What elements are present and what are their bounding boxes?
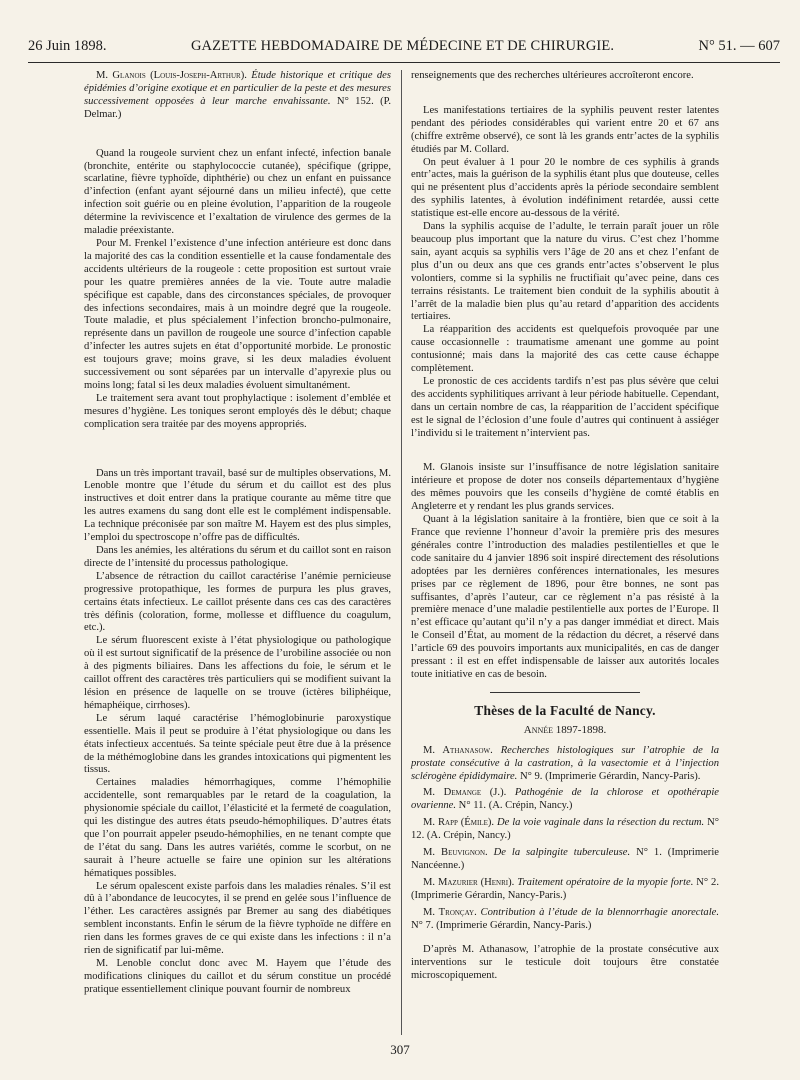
thesis-entry — [411, 787, 719, 813]
page-number: 307 — [390, 1042, 410, 1057]
paragraph: Le sérum fluorescent existe à l’état physiologique ou pathologique où il est surtout significatif de la présence de l’urobiline associée ou non à des pigments biliaires. Dans les affections du foie, le sérum et le caillot offrent des caractères très particuliers qui se modifient suivant la lésion en présence de laquelle on se trouve (ictères biliphéique, hémaphéique, cirrhoses). — [84, 635, 391, 711]
header-journal-title: GAZETTE HEBDOMADAIRE DE MÉDECINE ET DE CHIRURGIE. — [190, 38, 615, 54]
thesis-tail: N° 2. (Imprimerie Gérardin, Nancy-Paris.) — [411, 876, 719, 901]
thesis-entry — [411, 817, 719, 843]
header-date: 26 Juin 1898. — [28, 38, 107, 54]
thesis-entry — [411, 877, 719, 903]
paragraph: La réapparition des accidents est quelquefois provoquée par une cause occasionnelle : traumatisme amenant une gomme au point contusionné; mais dans la majorité des cas cette cause échappe complètement. — [411, 324, 719, 375]
paragraph: L’absence de rétraction du caillot caractérise l’anémie pernicieuse progressive protopathique, les formes de purpura les plus graves, certains états infectieux. Le caillot présente dans ces cas des caractères très définis (coloration, forme, mollesse et diffluence du coagulum, etc.). — [84, 570, 391, 634]
thesis-entry — [411, 907, 719, 933]
thesis-author: M. Mazurier (Henri). — [423, 876, 515, 888]
paragraph: M. Lenoble conclut donc avec M. Hayem que l’étude des modifications cliniques du caillot et du sérum constitue un procédé pratique essentiellement clinique pouvant fournir de nombreux — [84, 958, 391, 995]
thesis-title: De la salpingite tuberculeuse. — [493, 847, 631, 859]
section-divider — [490, 692, 640, 693]
thesis-tail: N° 11. (A. Crépin, Nancy.) — [458, 800, 573, 812]
section-title: Thèses de la Faculté de Nancy. — [474, 702, 656, 718]
thesis-title: Pathogénie de la chlorose et opothérapie ovarienne. — [411, 787, 719, 812]
header-issue-page: N° 51. — 607 — [698, 38, 780, 54]
paragraph: Dans les anémies, les altérations du sérum et du caillot sont en raison directe de l’intensité du processus pathologique. — [84, 545, 391, 569]
thesis-title: Traitement opératoire de la myopie forte. — [517, 876, 694, 888]
thesis-author: M. Tronçay. — [423, 906, 477, 918]
paragraph: Quant à la législation sanitaire à la frontière, bien que ce soit à la France que revienne l’honneur d’avoir la première pris des mesures générales contre l’introduction des maladies pestilentielles et que le code sanitaire du 4 janvier 1896 soit inspiré directement des résolutions adoptées par les dernières conférences internationales, les mesures prises par ce règlement de 1896, pour être bonnes, ne sont pas suffisantes, d’après l’auteur, car ce règlement n’a pas résisté à la première menace d’une maladie pestilentielle aux portes de l’Europe. Il n’est efficace qu’autant qu’il n’y a pas danger immédiat et direct. Mais le Conseil d’État, au moment de la rédaction du décret, a réservé dans l’article 69 des pouvoirs importants aux municipalités, en cas de danger pressant : il est en effet indispensable de laisser aux autorités locales toute initiative en cas de besoin. — [411, 514, 719, 680]
thesis-entry — [411, 745, 719, 784]
section-year: Année 1897-1898. — [523, 723, 607, 736]
thesis-tail: N° 9. (Imprimerie Gérardin, Nancy-Paris). — [519, 770, 701, 782]
thesis-tail: N° 12. (A. Crépin, Nancy.) — [411, 817, 719, 842]
header-rule — [28, 62, 780, 63]
reference-author: M. Glanois (Louis-Joseph-Arthur). — [96, 70, 247, 81]
paragraph: Le traitement sera avant tout prophylactique : isolement d’emblée et mesures d’hygiène. Les toniques seront employés dès le début; chaque complication sera traitée par des moyens appropriés. — [84, 392, 391, 430]
running-header — [28, 38, 780, 62]
left-column — [84, 70, 391, 997]
paragraph: renseignements que des recherches ultérieures accroîteront encore. — [411, 70, 694, 81]
thesis-entry — [411, 847, 719, 873]
paragraph: D’après M. Athanasow, l’atrophie de la prostate consécutive aux interventions sur le testicule doit toujours être constatée microscopiquement. — [411, 944, 719, 982]
paragraph: Quand la rougeole survient chez un enfant infecté, infection banale (bronchite, entérite ou staphylococcie cutanée), spécifique (grippe, scarlatine, fièvre typhoïde, diphthérie) ou chez un enfant en puissance d’infection (enfant ayant séjourné dans un milieu infecté), que cette infection soit guérie ou en pleine évolution, l’apparition de la rougeole détermine la reviviscence et l’exaltation de virulence des germes de la maladie préexistante. — [84, 147, 391, 237]
thesis-title: Recherches histologiques sur l’atrophie de la prostate consécutive à la castration, à la vasectomie et à l’injection sclérogène épididymaire. — [411, 744, 720, 782]
paragraph: On peut évaluer à 1 pour 20 le nombre de ces syphilis à grands entr’actes, mais la guérison de la syphilis étant plus que douteuse, celles qui ne présentent plus d’accidents après la période secondaire semblent des syphilis latentes, à évolution indéfiniment retardée, aussi cette statistique est-elle encore au-dessous de la vérité. — [411, 156, 719, 220]
paragraph: Certaines maladies hémorrhagiques, comme l’hémophilie accidentelle, sont remarquables par le retard de la coagulation, la physionomie spéciale du caillot, l’élasticité et la fermeté de coagulation, qui les distingue des autres états pseudo-hémophiliques. D’autres états que l’on pourrait appeler pseudo-hémophilies, en ne tenant compte que de l’état du sang. Dans les autres variétés, comme le scorbut, on ne saurait à l’heure actuelle se faire une opinion sur les altérations hématiques possibles. — [84, 777, 391, 879]
thesis-author: M. Beuvignon. — [423, 847, 488, 859]
paragraph: Pour M. Frenkel l’existence d’une infection antérieure est donc dans la majorité des cas la condition essentielle et la cause fondamentale des accidents ultérieurs de la rougeole : cette proposition est surtout vraie pour les quatre premières années de la vie. Toute autre maladie spécifique est capable, dans des circonstances spéciales, de provoquer des infections secondaires, mais à un moindre degré que la rougeole. Toute maladie, et plus spécialement l’infection broncho-pulmonaire, représente dans un pavillon de rougeole une source d’infection capable d’infecter les autres sujets en état d’opportunité morbide. Le pronostic est toujours grave; moins grave, si les deux maladies évoluent successivement ou sont séparées par un intervalle d’apyrexie plus ou moins long; fatal si les deux maladies évoluent simultanément. — [84, 237, 391, 391]
paragraph: Le sérum laqué caractérise l’hémoglobinurie paroxystique essentielle. Mais il peut se produire à l’état physiologique ou dans les états infectieux accentués. Sa teinte spéciale peut être due à la présence de la méthémoglobine dans les grandes intoxications qui pigmentent les tissus. — [84, 712, 391, 776]
right-column — [411, 70, 719, 983]
thesis-title: Contribution à l’étude de la blennorrhagie anorectale. — [480, 906, 720, 918]
reference-title: Étude historique et critique des épidémies d’origine exotique et en particulier de la peste et des mesures successivement opposées à leur marche envahissante. — [84, 70, 391, 107]
paragraph: Le sérum opalescent existe parfois dans les maladies rénales. S’il est dû à l’abondance de leucocytes, il se prend en gelée sous l’influence de l’éther. Les caractères assignés par Bremer au sang des diabétiques semblent inconstants. Enfin le sérum de la fièvre typhoïde ne diffère en rien dans les formes graves de ce qui existe dans les infections : il n’a rien de significatif par lui-même. — [84, 880, 391, 957]
paragraph: Les manifestations tertiaires de la syphilis peuvent rester latentes pendant des périodes considérables qui varient entre 20 et 67 ans (chiffre extrême observé), ce sont là les grands entr’actes de la syphilis étudiés par M. Collard. — [411, 104, 719, 155]
thesis-tail: N° 1. (Imprimerie Nancéenne.) — [411, 847, 719, 871]
thesis-author: M. Demange (J.). — [423, 787, 507, 799]
paragraph: Dans la syphilis acquise de l’adulte, le terrain paraît jouer un rôle beaucoup plus important que la nature du virus. C’est chez l’homme sain, ayant acquis sa syphilis vers l’âge de 20 ans et chez l’enfant de plus d’un ou deux ans que ces grands entr’actes s’observent le plus volontiers, comme si la syphilis ne fructifiait qu’avec peine, dans ces terrains résistants. Le traitement bien conduit de la syphilis aboutit à l’arrêt de la maladie bien plus qu’au retard d’apparition des accidents tertiaires. — [411, 221, 719, 323]
reference-tail: N° 152. (P. Delmar.) — [84, 95, 391, 120]
thesis-author: M. Rapp (Émile). — [423, 817, 495, 829]
thesis-tail: N° 7. (Imprimerie Gérardin, Nancy-Paris.) — [411, 919, 592, 931]
reference-entry — [84, 70, 391, 122]
thesis-author: M. Athanasow. — [423, 744, 493, 756]
thesis-title: De la voie vaginale dans la résection du rectum. — [496, 817, 705, 829]
column-divider — [401, 70, 402, 1035]
paragraph: Le pronostic de ces accidents tardifs n’est pas plus sévère que celui des accidents syphilitiques arrivant à leur période habituelle. Cependant, dans un certain nombre de cas, la réapparition de l’accident spécifique est le signal de l’éclosion d’une foule d’autres qui continuent à assiéger l’individu si le traitement n’intervient pas. — [411, 375, 719, 439]
paragraph: Dans un très important travail, basé sur de multiples observations, M. Lenoble montre que l’étude du sérum et du caillot est des plus instructives et doit entrer dans la pratique courante au même titre que les autres examens du sang dont elle est le complément indispensable. La technique préconisée par son maître M. Hayem est des plus simples, l’emploi du spectroscope n’offre pas de difficultés. — [84, 467, 391, 544]
paragraph: M. Glanois insiste sur l’insuffisance de notre législation sanitaire intérieure et propose de doter nos conseils départementaux d’hygiène des mêmes pouvoirs que les conseils d’hygiène de comté établis en Angleterre et y rendant les plus grands services. — [411, 462, 719, 513]
